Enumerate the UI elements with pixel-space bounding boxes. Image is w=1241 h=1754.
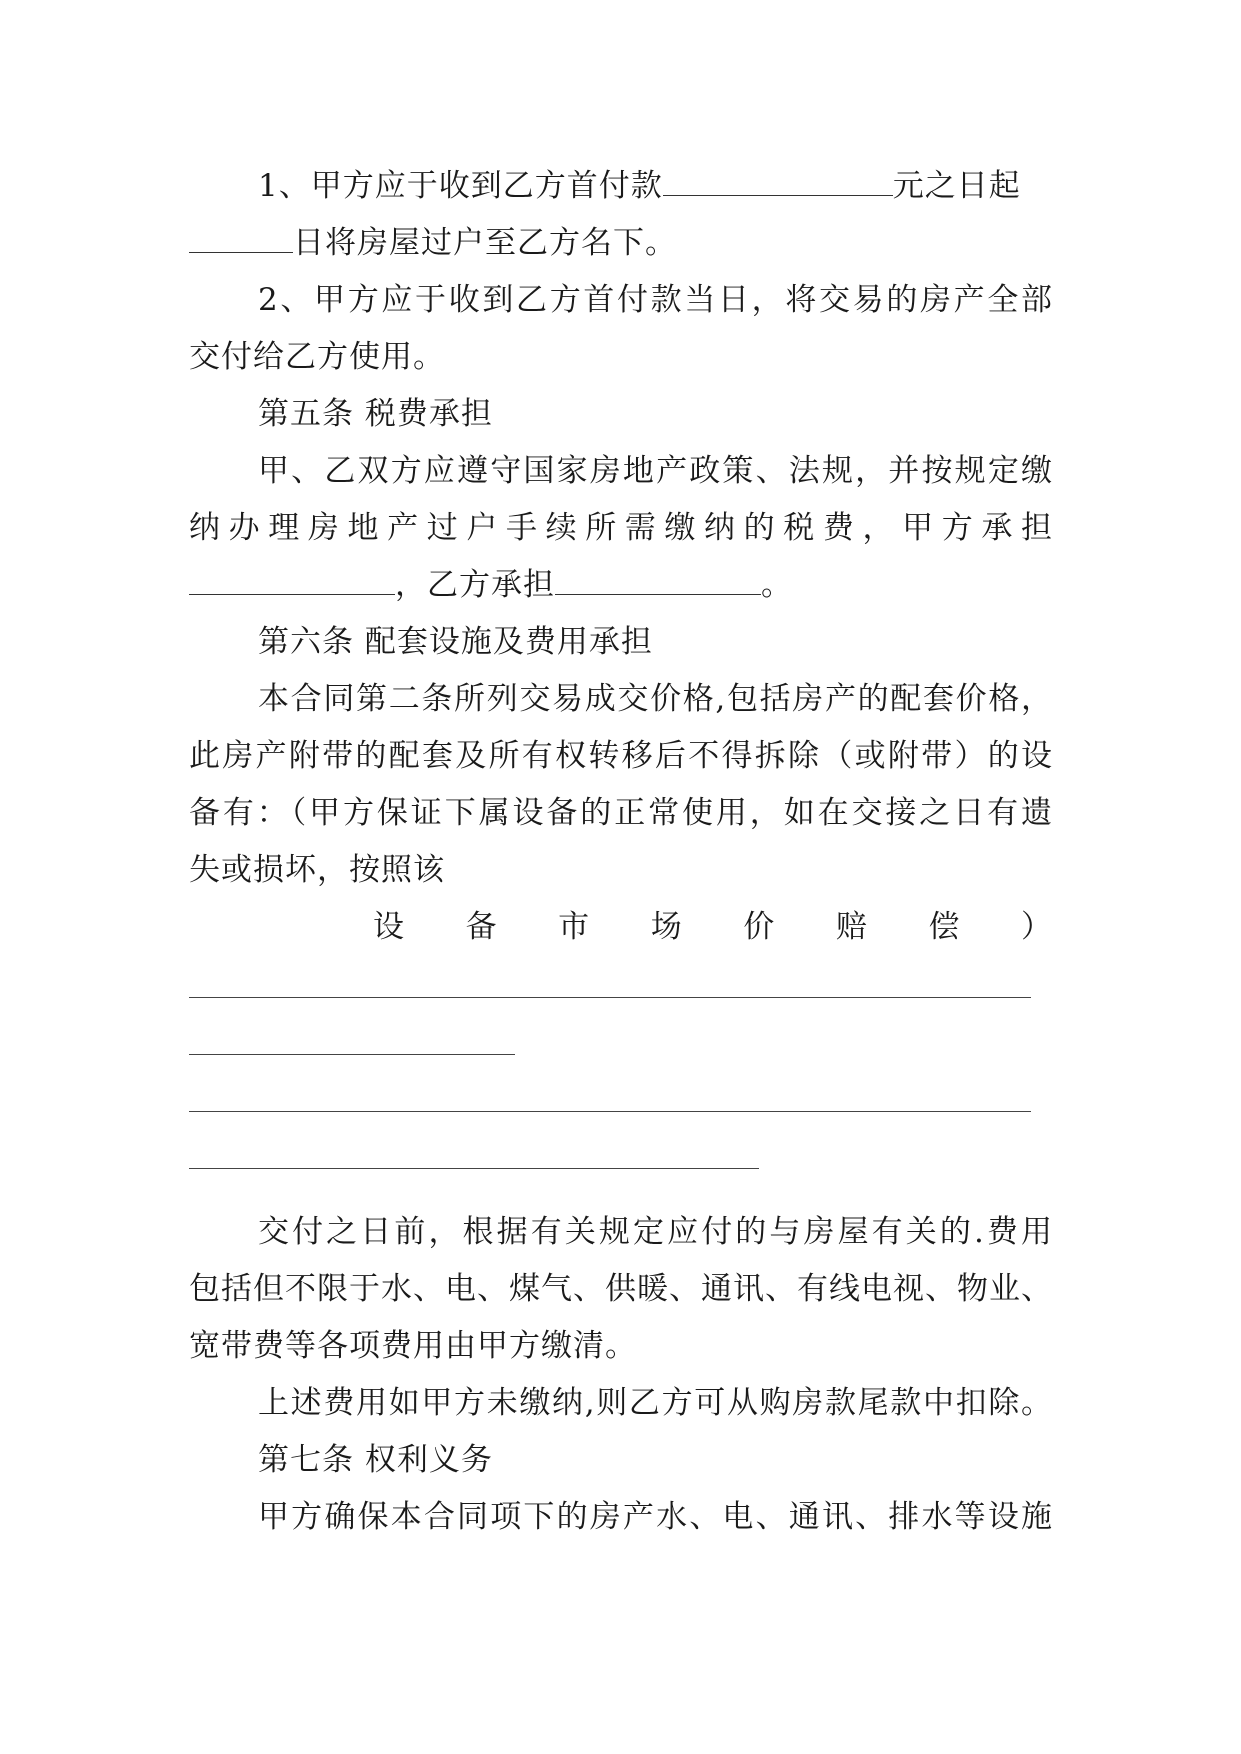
section-heading: 第六条 配套设施及费用承担	[258, 624, 653, 660]
fill-in-blank	[189, 225, 293, 253]
text-line: 宽带费等各项费用由甲方缴清。	[189, 1328, 637, 1364]
text-line	[189, 565, 1053, 605]
text-line: 此房产附带的配套及所有权转移后不得拆除（或附带）的设	[189, 738, 1053, 774]
text-line: 失或损坏，按照该	[189, 852, 445, 888]
text-segment: 。	[761, 567, 793, 603]
fill-in-blank	[555, 567, 761, 595]
section-heading: 第七条 权利义务	[258, 1442, 493, 1478]
text-line: 备有：（甲方保证下属设备的正常使用，如在交接之日有遗	[189, 795, 1053, 831]
text-segment: 日将房屋过户至乙方名下。	[293, 225, 677, 261]
text-line: 本合同第二条所列交易成交价格,包括房产的配套价格，	[258, 681, 1053, 717]
section-heading: 第五条 税费承担	[258, 396, 493, 432]
text-line: 包括但不限于水、电、煤气、供暖、通讯、有线电视、物业、	[189, 1271, 1053, 1307]
text-line: 2、甲方应于收到乙方首付款当日，将交易的房产全部	[258, 282, 1053, 318]
text-line: 甲、乙双方应遵守国家房地产政策、法规，并按规定缴	[258, 453, 1053, 489]
text-segment: 1、甲方应于收到乙方首付款	[258, 168, 663, 204]
fill-in-line	[189, 1168, 759, 1169]
text-line: 交付给乙方使用。	[189, 339, 445, 375]
text-segment: 元之日起	[892, 168, 1021, 204]
text-line	[189, 223, 1053, 263]
fill-in-line	[189, 997, 1031, 998]
text-line: 设备市场价赔偿）	[373, 909, 1053, 945]
text-line: 交付之日前，根据有关规定应付的与房屋有关的.费用	[258, 1214, 1053, 1250]
fill-in-blank	[663, 168, 893, 196]
text-line: 甲方确保本合同项下的房产水、电、通讯、排水等设施	[258, 1499, 1053, 1535]
fill-in-blank	[189, 567, 395, 595]
fill-in-line	[189, 1054, 515, 1055]
text-line	[258, 166, 1053, 206]
text-line: 纳办理房地产过户手续所需缴纳的税费，甲方承担	[189, 510, 1053, 546]
fill-in-line	[189, 1111, 1031, 1112]
text-line: 上述费用如甲方未缴纳,则乙方可从购房款尾款中扣除。	[258, 1385, 1053, 1421]
text-segment: ，乙方承担	[395, 567, 555, 603]
